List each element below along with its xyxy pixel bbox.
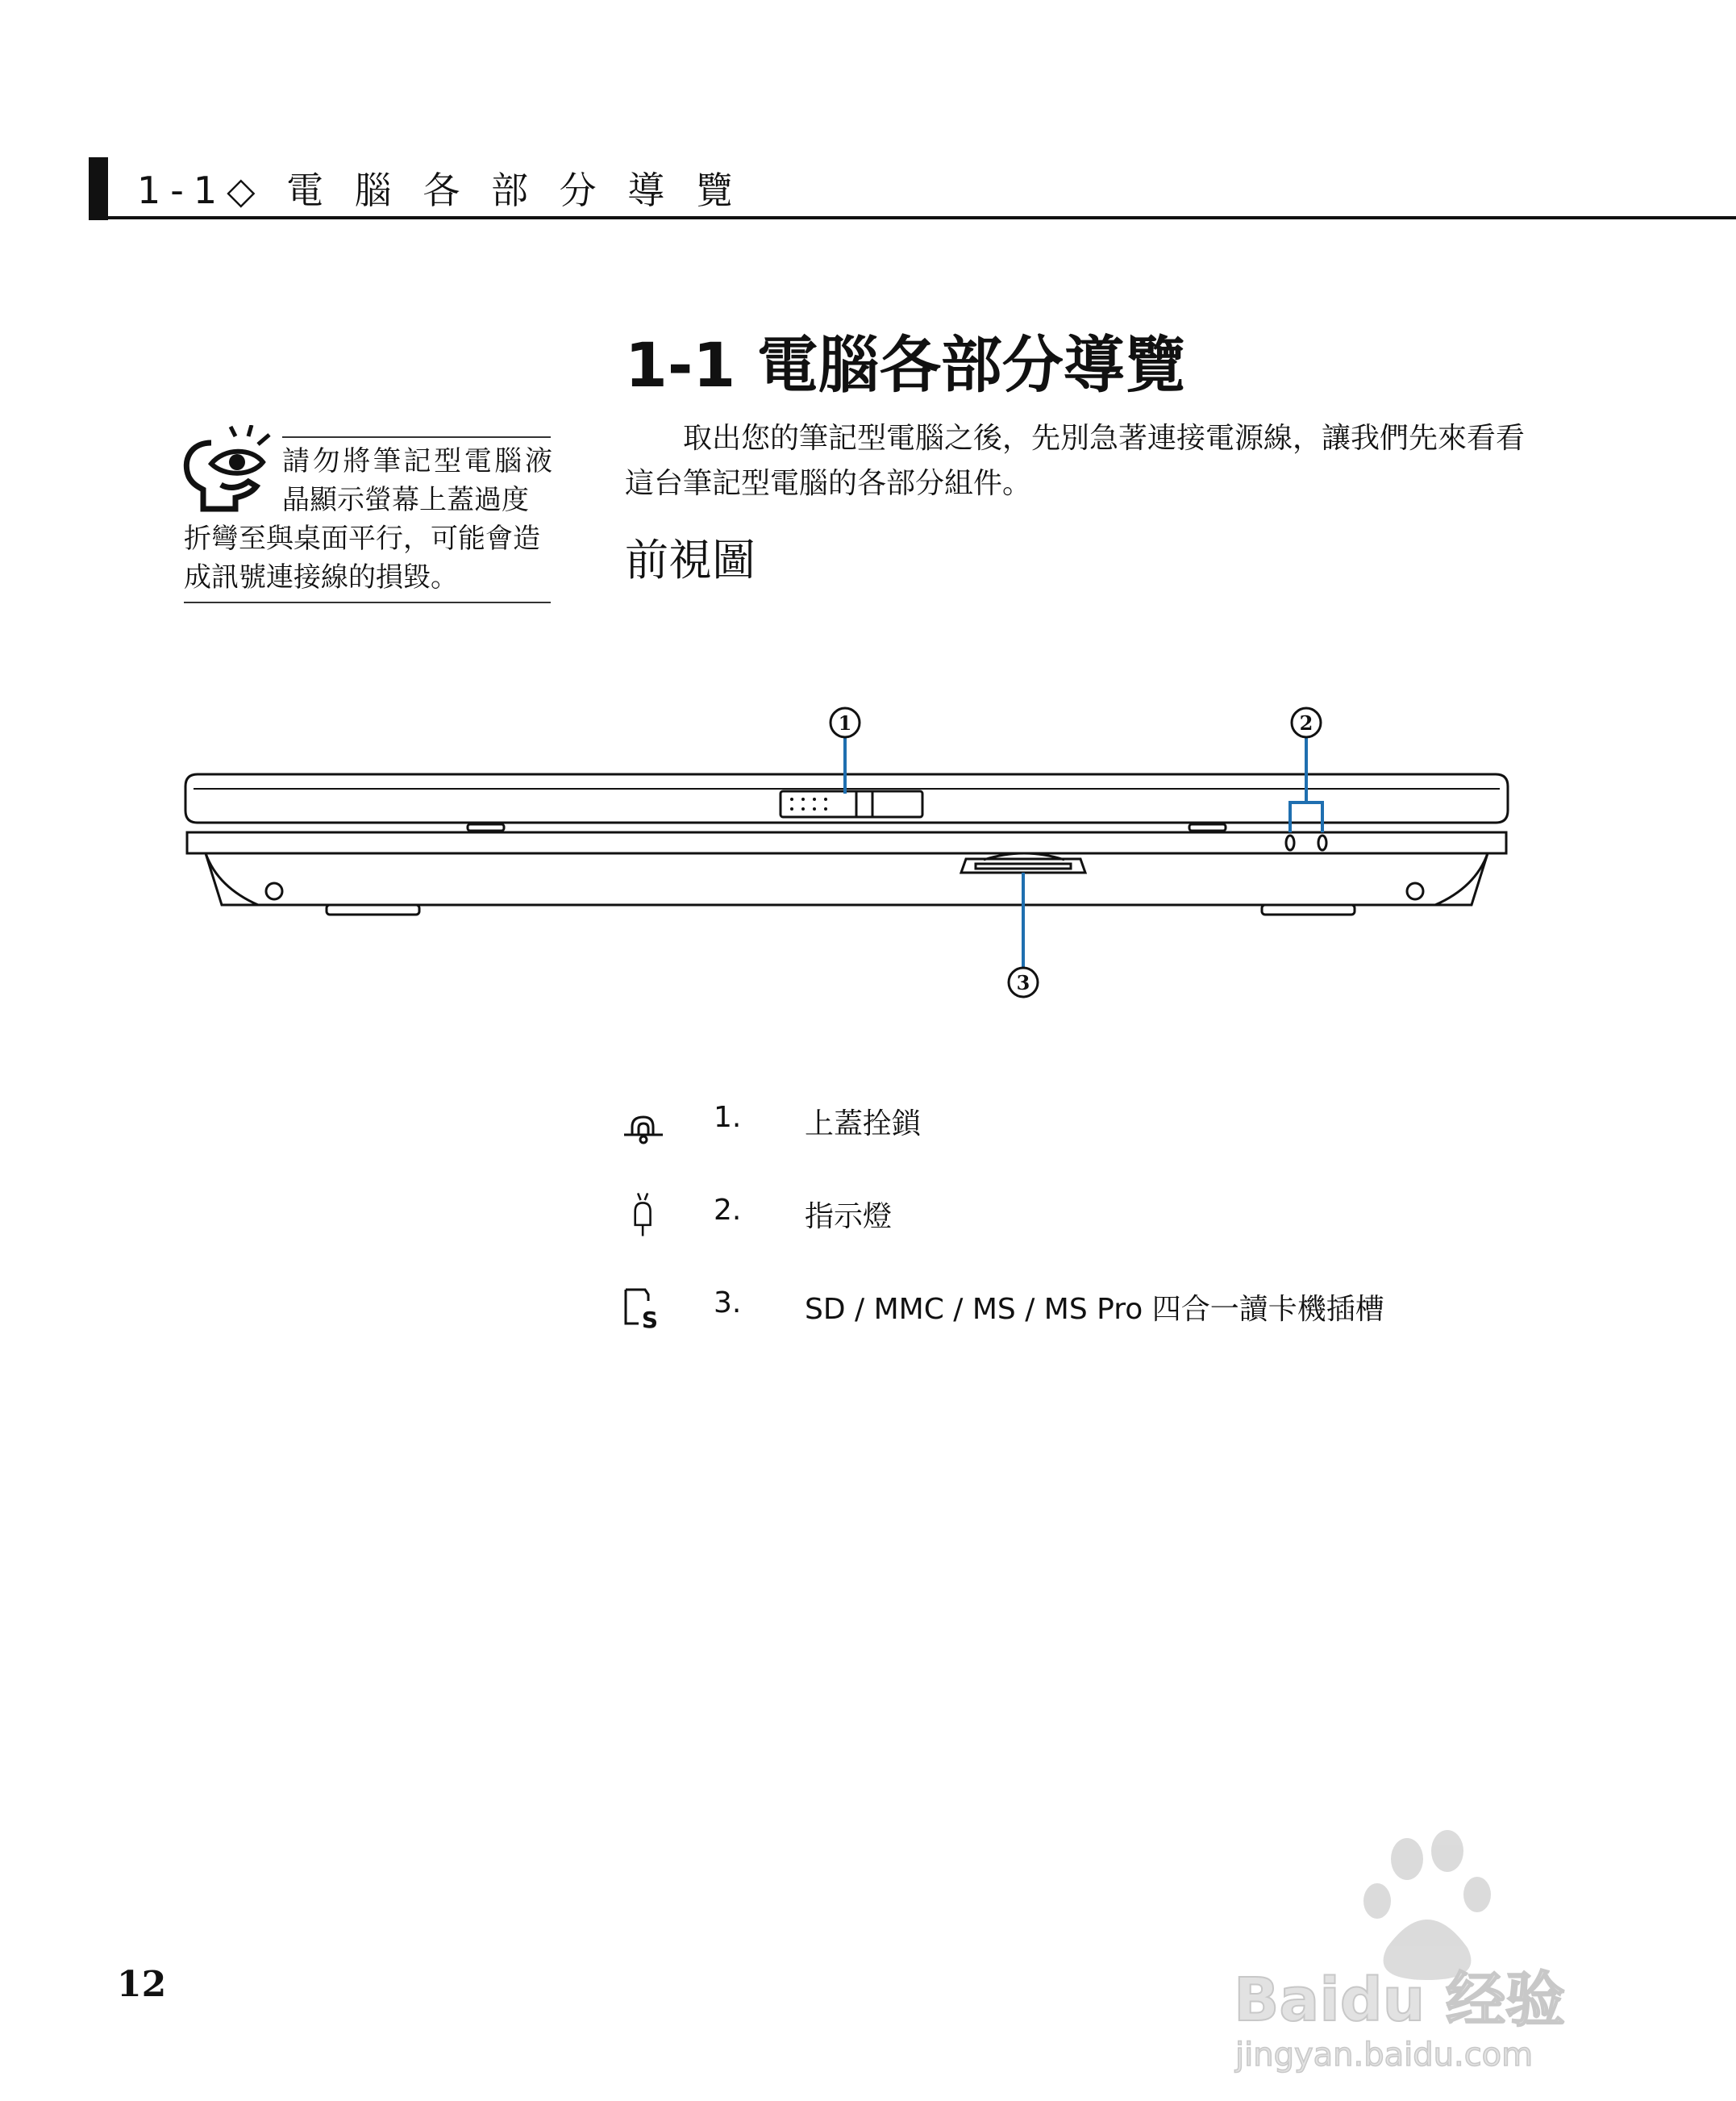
- eye-warning-icon: [179, 425, 281, 514]
- watermark-url: jingyan.baidu.com: [1235, 2036, 1534, 2074]
- callout-1: 1: [838, 711, 852, 735]
- item-number: 1.: [714, 1101, 742, 1134]
- intro-paragraph: 取出您的筆記型電腦之後，先別急著連接電源線，讓我們先來看看這台筆記型電腦的各部分組件。: [625, 422, 1526, 500]
- svg-text:S: S: [641, 1307, 659, 1332]
- note-text-top: 請勿將筆記型電腦液晶顯示螢幕上蓋過度: [282, 445, 552, 516]
- list-item: [621, 1186, 1548, 1242]
- note-top-rule: [282, 436, 551, 438]
- item-label-lid-latch: 上蓋拴鎖: [805, 1107, 922, 1140]
- running-header: 1-1◇ 電 腦 各 部 分 導 覽: [137, 169, 743, 212]
- note-bottom-rule: [184, 602, 551, 603]
- list-item: [621, 1093, 1548, 1149]
- item-number: 3.: [714, 1286, 742, 1319]
- item-label-indicator: 指示燈: [805, 1200, 893, 1233]
- header-rule: [89, 216, 1736, 219]
- note-text-bottom: 折彎至與桌面平行，可能會造成訊號連接線的損毀。: [184, 523, 540, 594]
- item-label-card-reader: SD / MMC / MS / MS Pro 四合一讀卡機插槽: [805, 1293, 1384, 1326]
- card-reader-icon: [621, 1283, 666, 1332]
- page-title: 1-1 電腦各部分導覽: [625, 329, 1186, 401]
- watermark-brand: Baidu 经验: [1234, 1966, 1566, 2035]
- baidu-watermark: [1226, 1827, 1645, 2077]
- section-heading: 前視圖: [625, 535, 756, 586]
- laptop-front-view-diagram: [161, 694, 1532, 1008]
- indicator-light-icon: [621, 1190, 666, 1239]
- header-bar: [89, 157, 108, 220]
- lid-latch-icon: [621, 1098, 666, 1146]
- item-number: 2.: [714, 1194, 742, 1227]
- callout-2: 2: [1299, 711, 1313, 735]
- callout-3: 3: [1016, 971, 1030, 994]
- list-item: [621, 1278, 1548, 1335]
- page-number: 12: [117, 1964, 167, 2005]
